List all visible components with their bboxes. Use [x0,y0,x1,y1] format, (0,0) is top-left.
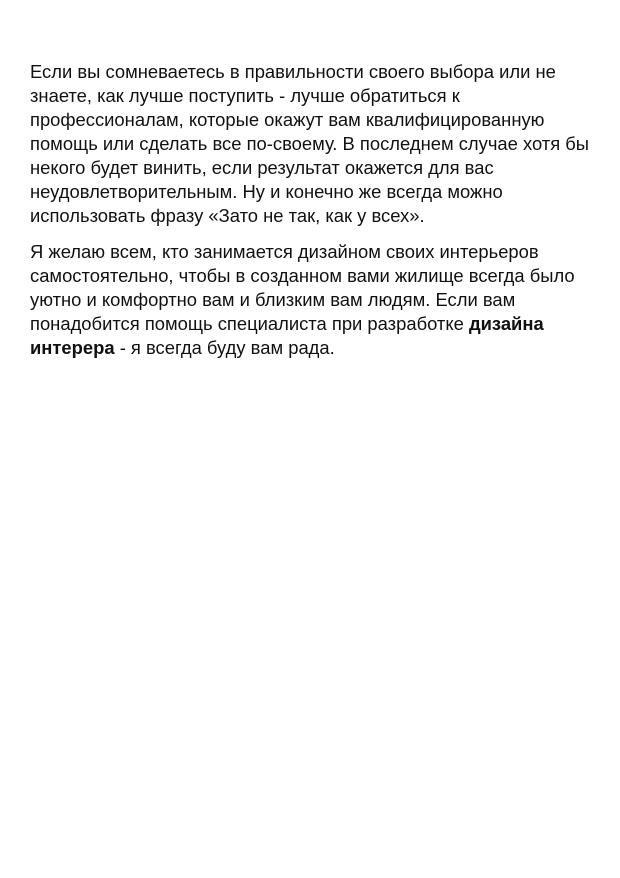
paragraph-2-text-start: Я желаю всем, кто занимается дизайном своих интерьеров самостоятельно, чтобы в созданном вами жилище всегда было уютно и комфортно вам и близким вам людям. Если вам понадобится помощь специалиста при разработке [30,241,575,334]
paragraph-2 [30,240,595,360]
paragraph-2-bold-phrase: дизайна интерера [30,313,544,358]
paragraph-1: Если вы сомневаетесь в правильности своего выбора или не знаете, как лучше поступить - лучше обратиться к профессионалам, которые окажут вам квалифицированную помощь или сделать все по-своему. В последнем случае хотя бы некого будет винить, если результат окажется для вас неудовлетворительным. Ну и конечно же всегда можно использовать фразу «Зато не так, как у всех». [30,61,590,226]
document-body [30,60,595,360]
paragraph-2-text-end: - я всегда буду вам рада. [114,337,335,358]
